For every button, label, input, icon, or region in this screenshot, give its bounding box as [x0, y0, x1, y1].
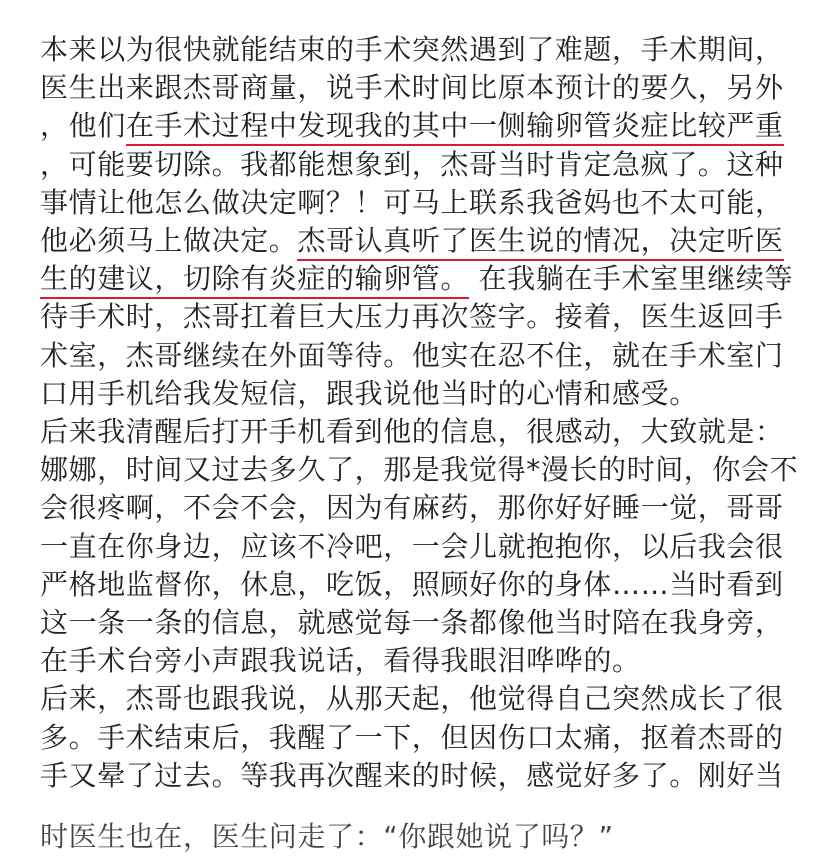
- text-segment: 本来以为很快就能结束的手术突然遇到了难题，手术期间，: [40, 33, 784, 66]
- text-line: [40, 413, 800, 451]
- text-segment: 术室，杰哥继续在外面等待。他实在忍不住，就在手术室门: [40, 338, 784, 372]
- text-line: [40, 146, 800, 184]
- underlined-phrase: 杰哥认真听了医生说的情况，决定听医: [297, 224, 783, 261]
- text-segment: 待手术时，杰哥扛着巨大压力再次签字。接着，医生返回手: [40, 300, 784, 334]
- text-line: [40, 719, 800, 757]
- underlined-phrase: 在手术过程中发现我的其中一侧输卵管炎症比较严重: [126, 109, 784, 146]
- text-line: [40, 566, 800, 604]
- text-line: [40, 107, 800, 145]
- text-segment: 在我躺在手术室里继续等: [469, 262, 794, 296]
- text-segment: 手又晕了过去。等我再次醒来的时候，感觉好多了。刚好当: [40, 758, 784, 792]
- text-segment: 医生出来跟杰哥商量，说手术时间比原本预计的要久，另外: [40, 71, 784, 105]
- text-line: [40, 680, 800, 718]
- text-line: [40, 69, 800, 107]
- cut-off-line: 时医生也在，医生问走了：“你跟她说了吗？”: [40, 820, 614, 853]
- text-line: [40, 642, 800, 680]
- text-line: [40, 337, 800, 375]
- text-line: [40, 222, 800, 260]
- cut-off-line-area: [0, 820, 828, 853]
- text-segment: 这一条一条的信息，就感觉每一条都像他当时陪在我身旁，: [40, 606, 784, 639]
- text-segment: 娜娜，时间又过去多久了，那是我觉得*漫长的时间，你会不: [40, 453, 799, 487]
- text-segment: 他必须马上做决定。: [40, 224, 298, 257]
- text-line: [40, 260, 800, 298]
- text-segment: 会很疼啊，不会不会，因为有麻药，那你好好睡一觉，哥哥: [40, 491, 784, 525]
- text-line: [40, 31, 800, 69]
- text-segment: 多。手术结束后，我醒了一下，但因伤口太痛，抠着杰哥的: [40, 720, 784, 754]
- text-line: [40, 528, 800, 566]
- text-segment: 后来，杰哥也跟我说，从那天起，他觉得自己突然成长了很: [40, 682, 784, 716]
- underlined-phrase: 生的建议，切除有炎症的输卵管。: [40, 262, 469, 299]
- text-line: [40, 757, 800, 795]
- text-segment: 事情让他怎么做决定啊？！可马上联系我爸妈也不太可能，: [40, 185, 784, 219]
- text-segment: 一直在你身边，应该不冷吧，一会儿就抱抱你，以后我会很: [40, 529, 784, 563]
- text-line: [40, 184, 800, 222]
- text-segment: 后来我清醒后打开手机看到他的信息，很感动，大致就是：: [40, 415, 784, 448]
- text-segment: 在手术台旁小声跟我说话，看得我眼泪哗哗的。: [40, 644, 641, 678]
- text-segment: 严格地监督你，休息，吃饭，照顾好你的身体……当时看到: [40, 567, 784, 601]
- text-line: [40, 489, 800, 527]
- text-segment: ，他们: [40, 109, 126, 143]
- text-line: [40, 604, 800, 642]
- text-segment: 口用手机给我发短信，跟我说他当时的心情和感受。: [40, 376, 698, 410]
- text-segment: ，可能要切除。我都能想象到，杰哥当时肯定急疯了。这种: [40, 147, 784, 181]
- text-line: [40, 375, 800, 413]
- text-line: [40, 451, 800, 489]
- text-line: [40, 298, 800, 336]
